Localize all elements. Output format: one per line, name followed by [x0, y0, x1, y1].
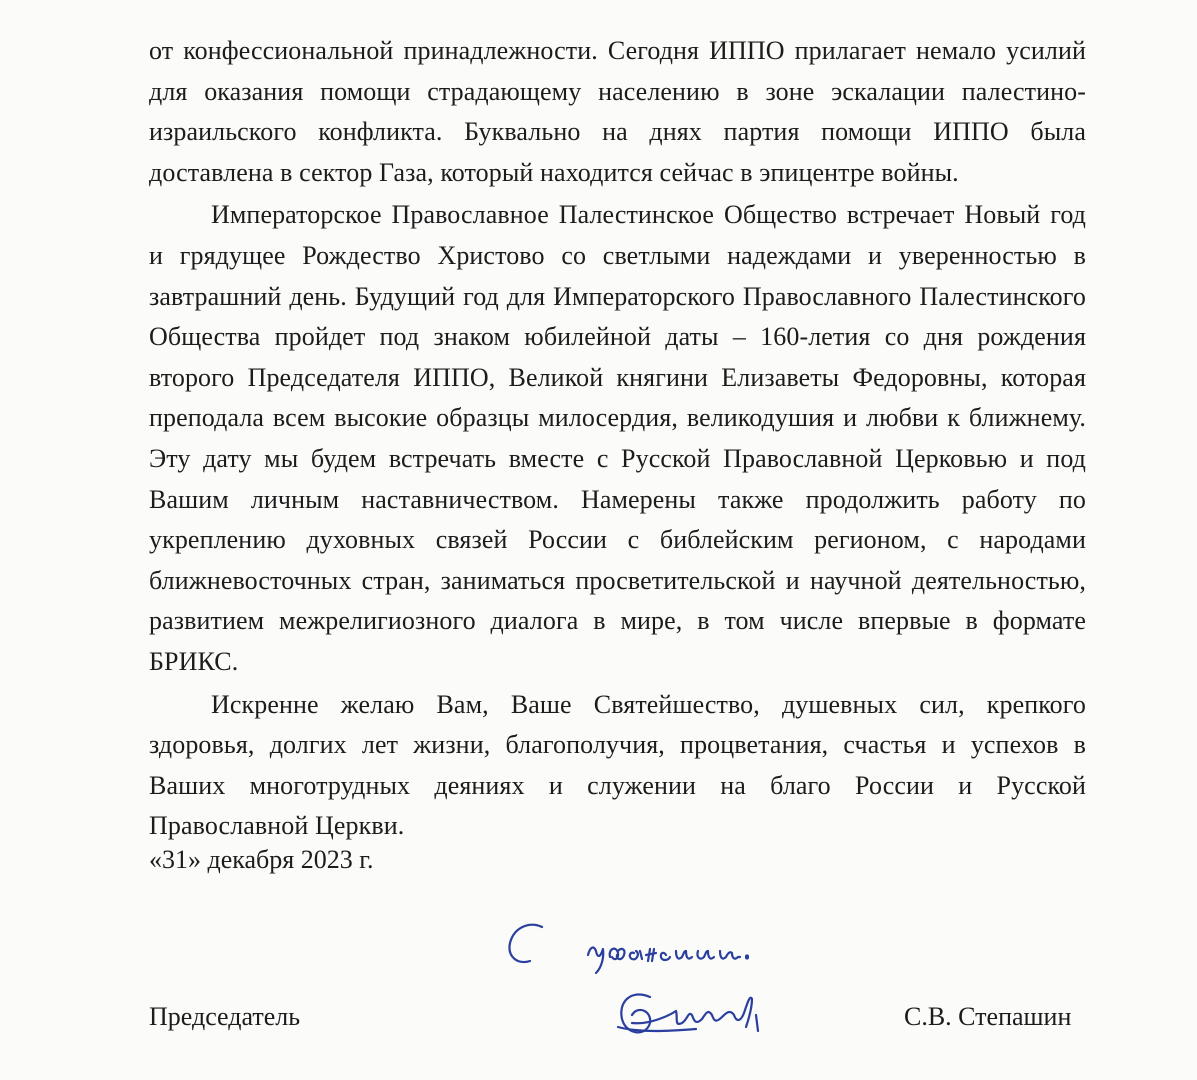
letter-date: «31» декабря 2023 г.: [149, 845, 374, 874]
letter-body: [149, 31, 1086, 849]
signature-name: С.В. Степашин: [904, 1002, 1072, 1031]
paragraph-3: Искренне желаю Вам, Ваше Святейшество, душевных сил, крепкого здоровья, долгих лет жизни, благополучия, процветания, счастья и успехов в Ваших многотрудных деяниях и служении на благо России и Русской Православной Церкви.: [149, 689, 1086, 841]
handwritten-signature: [500, 905, 820, 1065]
paragraph-1: от конфессиональной принадлежности. Сегодня ИППО прилагает немало усилий для оказания помощи страдающему населению в зоне эскалации палестино-израильского конфликта. Буквально на днях партия помощи ИППО была доставлена в сектор Газа, который находится сейчас в эпицентре войны.: [149, 36, 1086, 187]
signature-role: Председатель: [149, 1002, 301, 1031]
paragraph-2: Императорское Православное Палестинское Общество встречает Новый год и грядущее Рождество Христово со светлыми надеждами и уверенностью в завтрашний день. Будущий год для Императорского Православного Палестинского Общества пройдет под знаком юбилейной даты – 160-летия со дня рождения второго Председателя ИППО, Великой княгини Елизаветы Федоровны, которая преподала всем высокие образцы милосердия, великодушия и любви к ближнему. Эту дату мы будем встречать вместе с Русской Православной Церковью и под Вашим личным наставничеством. Намерены также продолжить работу по укреплению духовных связей России с библейским регионом, с народами ближневосточных стран, заниматься просветительской и научной деятельностью, развитием межрелигиозного диалога в мире, в том числе впервые в формате БРИКС.: [149, 200, 1086, 676]
